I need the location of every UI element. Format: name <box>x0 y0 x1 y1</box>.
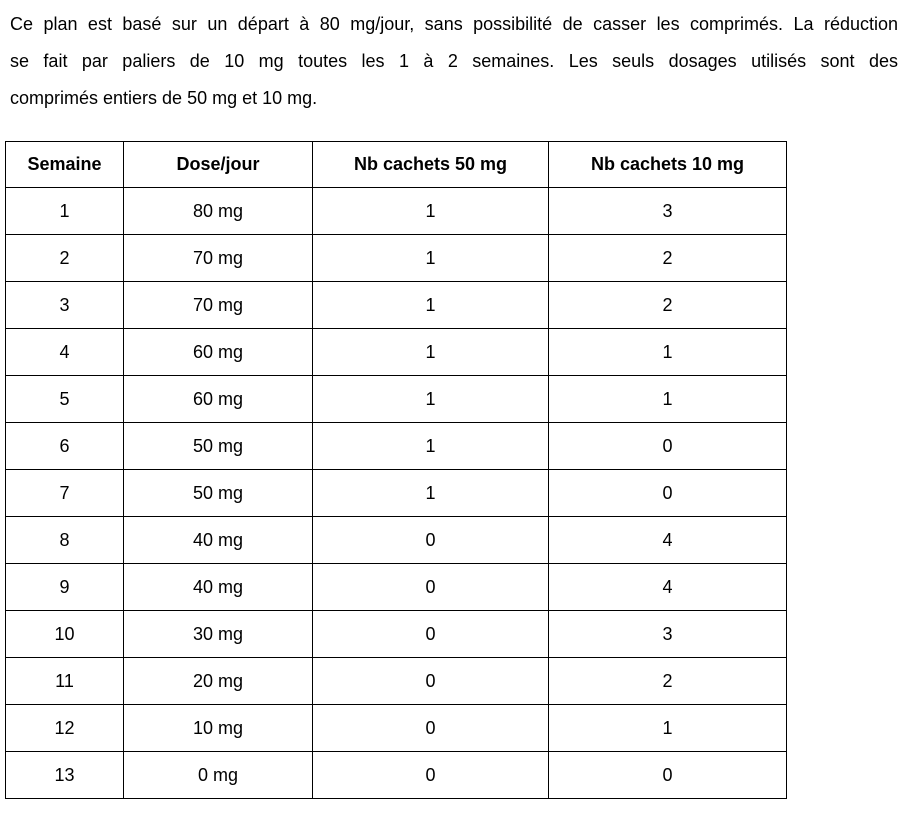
intro-line-2: se fait par paliers de 10 mg toutes les 1 à 2 semaines. Les seuls dosages utilisés sont des <box>10 51 898 71</box>
count-50mg-cell: 1 <box>313 376 549 423</box>
week-cell: 8 <box>6 517 124 564</box>
count-10mg-cell: 3 <box>549 611 787 658</box>
table-body <box>6 188 787 799</box>
table-row <box>6 423 787 470</box>
week-cell: 7 <box>6 470 124 517</box>
intro-paragraph <box>10 6 898 117</box>
table-row <box>6 705 787 752</box>
dose-cell: 20 mg <box>124 658 313 705</box>
count-10mg-cell: 4 <box>549 564 787 611</box>
count-50mg-cell: 1 <box>313 282 549 329</box>
count-50mg-cell: 0 <box>313 658 549 705</box>
count-50mg-cell: 0 <box>313 611 549 658</box>
dose-cell: 60 mg <box>124 376 313 423</box>
table-row <box>6 376 787 423</box>
dose-cell: 40 mg <box>124 564 313 611</box>
table-row <box>6 564 787 611</box>
week-cell: 2 <box>6 235 124 282</box>
table-row <box>6 752 787 799</box>
count-50mg-cell: 0 <box>313 564 549 611</box>
header-count-10mg: Nb cachets 10 mg <box>549 142 787 188</box>
table-row <box>6 470 787 517</box>
week-cell: 10 <box>6 611 124 658</box>
week-cell: 9 <box>6 564 124 611</box>
tapering-plan-table <box>5 141 787 799</box>
week-cell: 11 <box>6 658 124 705</box>
header-count-50mg: Nb cachets 50 mg <box>313 142 549 188</box>
count-10mg-cell: 2 <box>549 658 787 705</box>
table-row <box>6 235 787 282</box>
table-row <box>6 282 787 329</box>
count-50mg-cell: 0 <box>313 705 549 752</box>
week-cell: 1 <box>6 188 124 235</box>
count-10mg-cell: 1 <box>549 376 787 423</box>
header-daily-dose: Dose/jour <box>124 142 313 188</box>
dose-cell: 0 mg <box>124 752 313 799</box>
dose-cell: 70 mg <box>124 282 313 329</box>
count-50mg-cell: 1 <box>313 329 549 376</box>
count-50mg-cell: 1 <box>313 188 549 235</box>
dose-cell: 40 mg <box>124 517 313 564</box>
table-row <box>6 658 787 705</box>
week-cell: 5 <box>6 376 124 423</box>
count-10mg-cell: 4 <box>549 517 787 564</box>
count-50mg-cell: 1 <box>313 423 549 470</box>
count-10mg-cell: 0 <box>549 752 787 799</box>
week-cell: 4 <box>6 329 124 376</box>
dose-cell: 50 mg <box>124 423 313 470</box>
count-50mg-cell: 1 <box>313 470 549 517</box>
count-50mg-cell: 0 <box>313 517 549 564</box>
dose-cell: 80 mg <box>124 188 313 235</box>
dose-cell: 30 mg <box>124 611 313 658</box>
table-row <box>6 188 787 235</box>
week-cell: 13 <box>6 752 124 799</box>
table-row <box>6 611 787 658</box>
table-row <box>6 329 787 376</box>
intro-line-3: comprimés entiers de 50 mg et 10 mg. <box>10 88 318 108</box>
count-50mg-cell: 0 <box>313 752 549 799</box>
count-10mg-cell: 2 <box>549 235 787 282</box>
week-cell: 3 <box>6 282 124 329</box>
dose-cell: 60 mg <box>124 329 313 376</box>
week-cell: 6 <box>6 423 124 470</box>
count-50mg-cell: 1 <box>313 235 549 282</box>
header-week: Semaine <box>6 142 124 188</box>
count-10mg-cell: 2 <box>549 282 787 329</box>
count-10mg-cell: 1 <box>549 705 787 752</box>
dose-cell: 50 mg <box>124 470 313 517</box>
intro-line-1: Ce plan est basé sur un départ à 80 mg/jour, sans possibilité de casser les comprimés. La réduction <box>10 14 898 34</box>
count-10mg-cell: 3 <box>549 188 787 235</box>
count-10mg-cell: 0 <box>549 470 787 517</box>
dose-cell: 10 mg <box>124 705 313 752</box>
table-row <box>6 517 787 564</box>
table-header-row <box>6 142 787 188</box>
dose-cell: 70 mg <box>124 235 313 282</box>
count-10mg-cell: 0 <box>549 423 787 470</box>
week-cell: 12 <box>6 705 124 752</box>
count-10mg-cell: 1 <box>549 329 787 376</box>
